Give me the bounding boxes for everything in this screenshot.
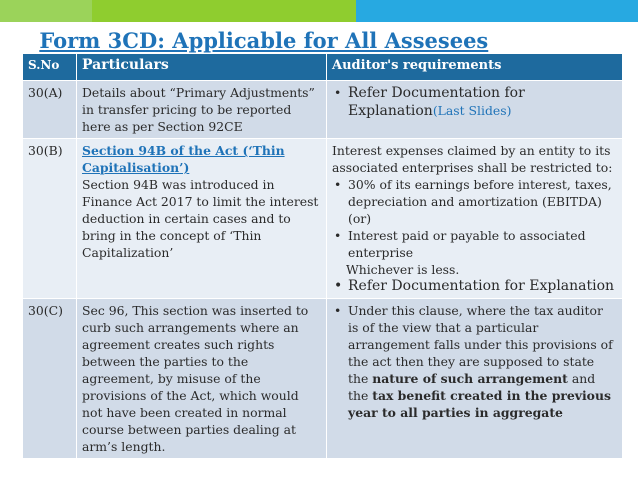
row-sno: 30(A) xyxy=(23,81,77,139)
row-requirements xyxy=(327,139,623,299)
section-94b-link[interactable]: Section 94B of the Act (‘Thin Capitalisation’) xyxy=(82,143,285,175)
table-header-row xyxy=(23,54,623,81)
page-title xyxy=(32,28,489,54)
table-row xyxy=(23,81,623,139)
particulars-body: Section 94B was introduced in Finance Act 2017 to limit the interest deduction in certain cases and to bring in the concept of ‘Thin Capitalization’ xyxy=(82,177,319,260)
requirement-bullet: • Interest paid or payable to associated enterprise xyxy=(348,227,617,261)
requirement-bullet: • 30% of its earnings before interest, taxes, depreciation and amortization (EBITDA) (or) xyxy=(348,176,617,227)
requirement-bullet: • Refer Documentation for Explanation(Last Slides) xyxy=(348,84,617,120)
header-bar-green-light xyxy=(0,0,92,22)
header-requirements: Auditor's requirements xyxy=(327,54,623,81)
header-bar-blue xyxy=(356,0,638,22)
requirement-note: Whichever is less. xyxy=(346,262,460,277)
header-particulars: Particulars xyxy=(77,54,327,81)
table-row xyxy=(23,299,623,459)
row-requirements xyxy=(327,299,623,459)
row-sno: 30(C) xyxy=(23,299,77,459)
table-row xyxy=(23,139,623,299)
requirement-bullet: • Under this clause, where the tax auditor is of the view that a particular arrangement falls under this provisions of the act then they are supposed to state the nature of such arrangement and the tax benefit created in the previous year to all parties in aggregate xyxy=(348,302,617,421)
header-bar-green xyxy=(92,0,356,22)
header-sno: S.No xyxy=(23,54,77,81)
page-title-text: Form 3CD: Applicable for All Assesees xyxy=(39,28,489,53)
row-sno: 30(B) xyxy=(23,139,77,299)
row-particulars xyxy=(77,139,327,299)
row-particulars: Sec 96, This section was inserted to curb such arrangements where an agreement creates such rights between the parties to the agreement, by misuse of the provisions of the Act, which would not have been created in normal course between parties dealing at arm’s length. xyxy=(77,299,327,459)
requirements-table xyxy=(22,53,623,459)
row-particulars: Details about “Primary Adjustments” in transfer pricing to be reported here as per Section 92CE xyxy=(77,81,327,139)
requirement-bullet: • Refer Documentation for Explanation xyxy=(348,278,617,295)
row-requirements xyxy=(327,81,623,139)
requirement-intro: Interest expenses claimed by an entity to its associated enterprises shall be restricted to: xyxy=(332,143,613,175)
